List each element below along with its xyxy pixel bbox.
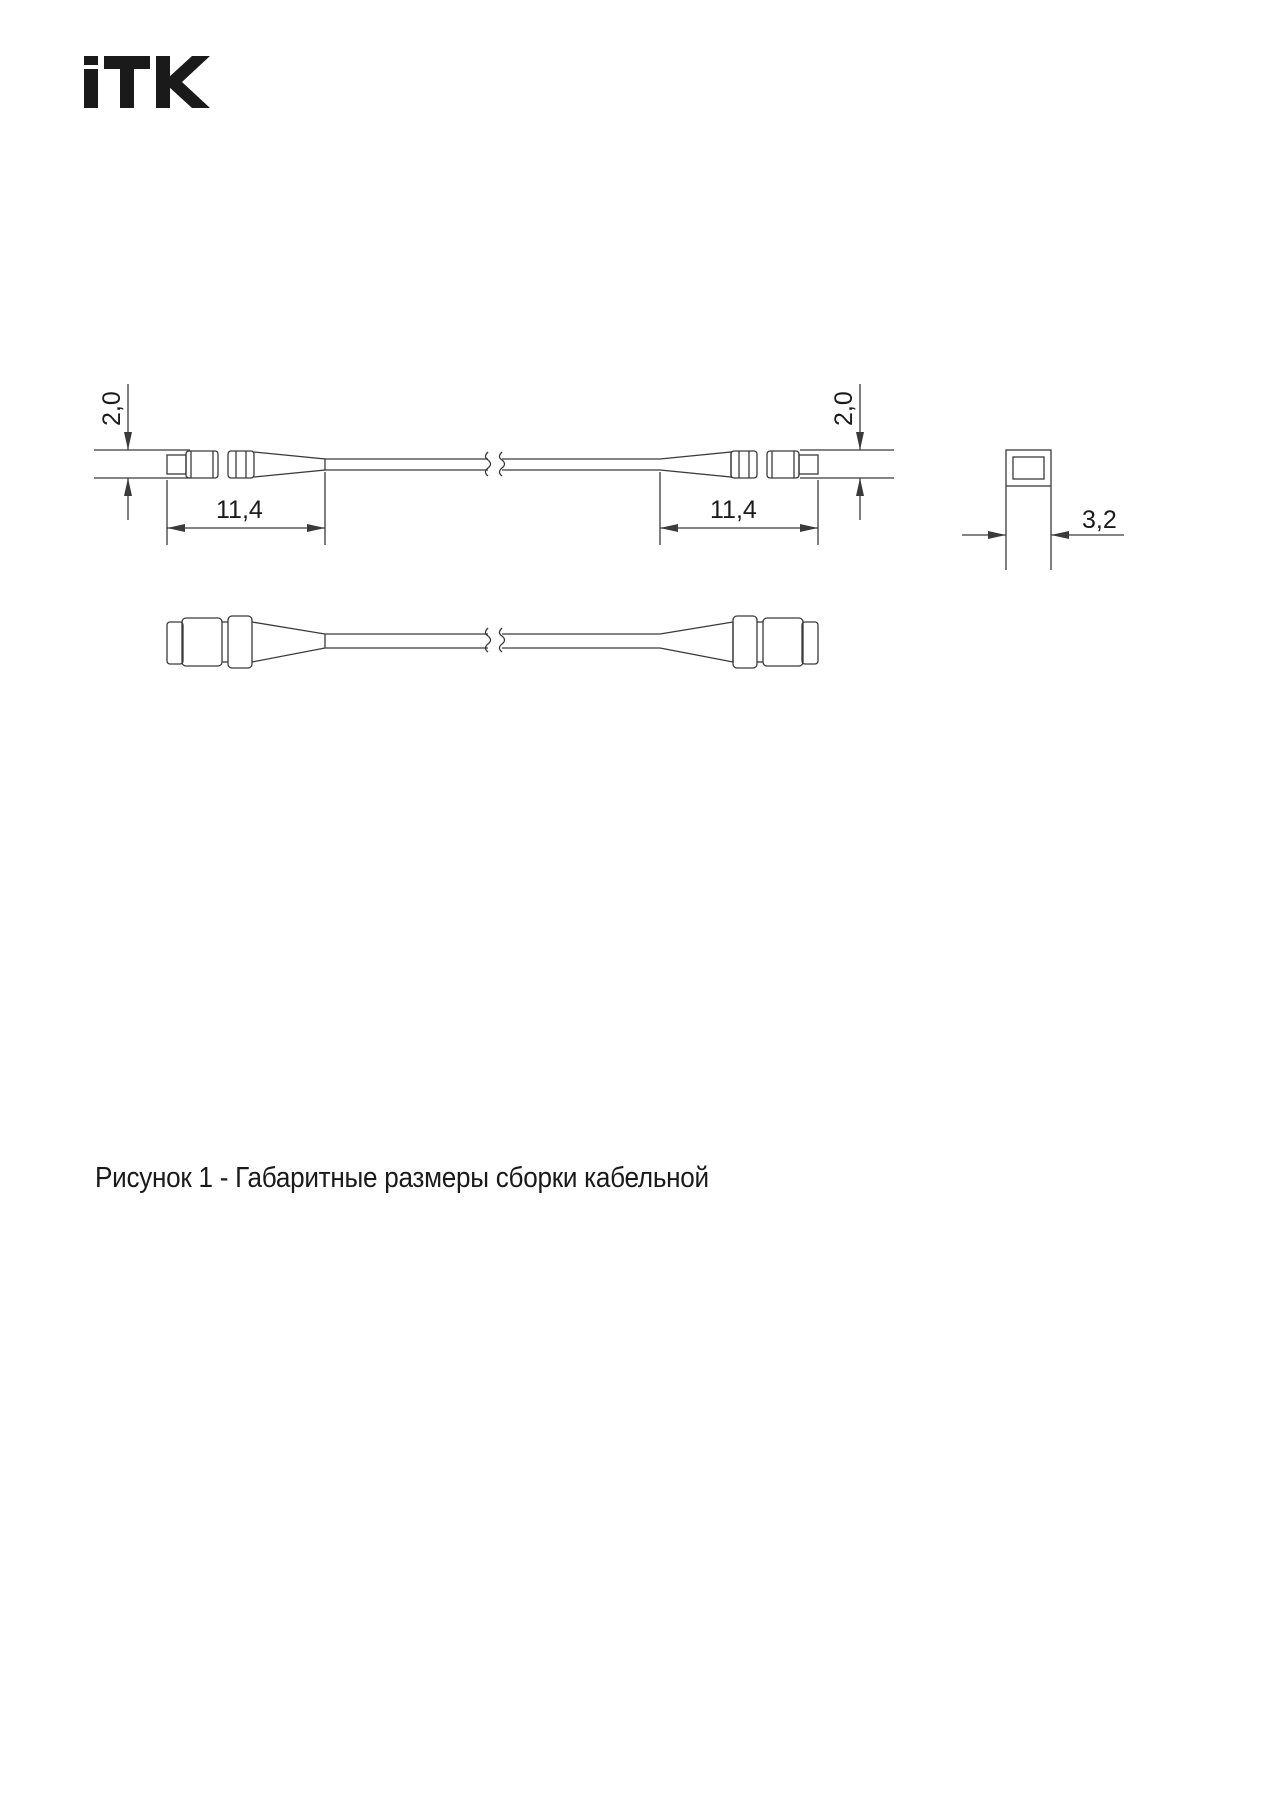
bottom-left-connector <box>167 616 325 668</box>
right-height-label: 2,0 <box>830 391 858 426</box>
left-length-label: 11,4 <box>216 496 263 524</box>
top-right-connector <box>660 451 818 478</box>
top-left-connector <box>167 451 325 478</box>
figure-caption: Рисунок 1 - Габаритные размеры сборки кабельной <box>95 1162 709 1194</box>
section-width-label: 3,2 <box>1082 506 1117 534</box>
right-length-label: 11,4 <box>710 496 757 524</box>
left-height-label: 2,0 <box>98 391 126 426</box>
height-extension-lines <box>94 450 894 478</box>
cable-assembly-drawing <box>0 0 1280 760</box>
bottom-cable <box>325 628 660 652</box>
bottom-right-connector <box>660 616 818 668</box>
top-cable <box>325 452 660 476</box>
dimension-arrows <box>124 432 1069 539</box>
